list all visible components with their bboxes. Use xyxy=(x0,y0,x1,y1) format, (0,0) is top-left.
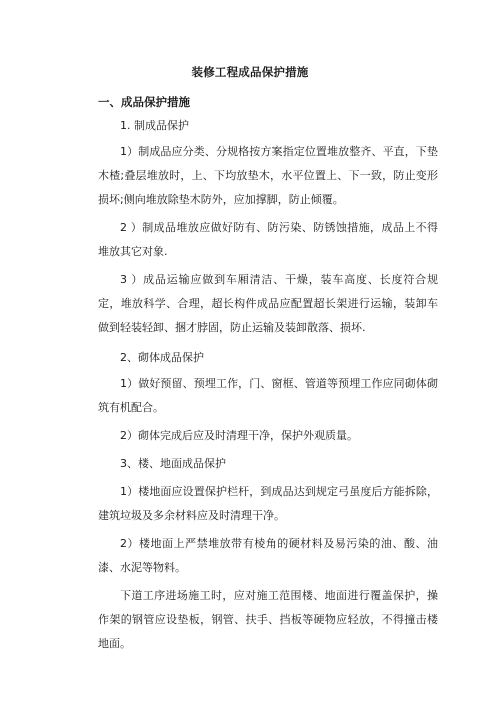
section-heading: 一、成品保护措施 xyxy=(98,95,190,109)
paragraph: 2）砌体完成后应及时清理干净，保护外观质量。 xyxy=(120,429,358,442)
paragraph: 下道工序进场施工时，应对施工范围楼、地面进行覆盖保护，操作架的钢管应设垫板，钢管、扶手、挡板等硬物应轻放，不得撞击楼地面。 xyxy=(98,589,438,650)
subsection-heading: 2、砌体成品保护 xyxy=(120,351,204,364)
document-title: 装修工程成品保护措施 xyxy=(191,65,309,79)
subsection-heading: 3、楼、地面成品保护 xyxy=(120,457,226,470)
paragraph: 1）楼地面应设置保护栏杆，到成品达到规定弓虽度后方能拆除，建筑垃圾及多余材料应及时清理干净。 xyxy=(98,485,438,522)
paragraph: 3 ）成品运输应做到车厢清洁、干燥，装车高度、长度符合规定，堆放科学、合理，超长构件成品应配置超长架进行运输，装卸车做到轻装轻卸、捆才脖固，防止运输及装卸散落、损坏. xyxy=(98,273,438,334)
subsection-heading: 1. 制成品保护 xyxy=(120,119,189,132)
paragraph: 2）楼地面上严禁堆放带有棱角的硬材料及易污染的油、酸、油漆、水泥等物料。 xyxy=(98,537,438,574)
paragraph: 2 ）制成品堆放应做好防有、防污染、防锈蚀措施，成品上不得堆放其它对象. xyxy=(98,221,438,258)
paragraph: 1）制成品应分类、分规格按方案指定位置堆放整齐、平直，下垫木楂;叠层堆放时，上、下均放垫木，水平位置上、下一致，防止变形损坏;侧向堆放除垫木防外，应加撑脚，防止倾覆。 xyxy=(98,145,438,206)
paragraph: 1）做好预留、预埋工作，门、窗框、管道等预埋工作应同砌体砌筑有机配合。 xyxy=(98,377,438,414)
